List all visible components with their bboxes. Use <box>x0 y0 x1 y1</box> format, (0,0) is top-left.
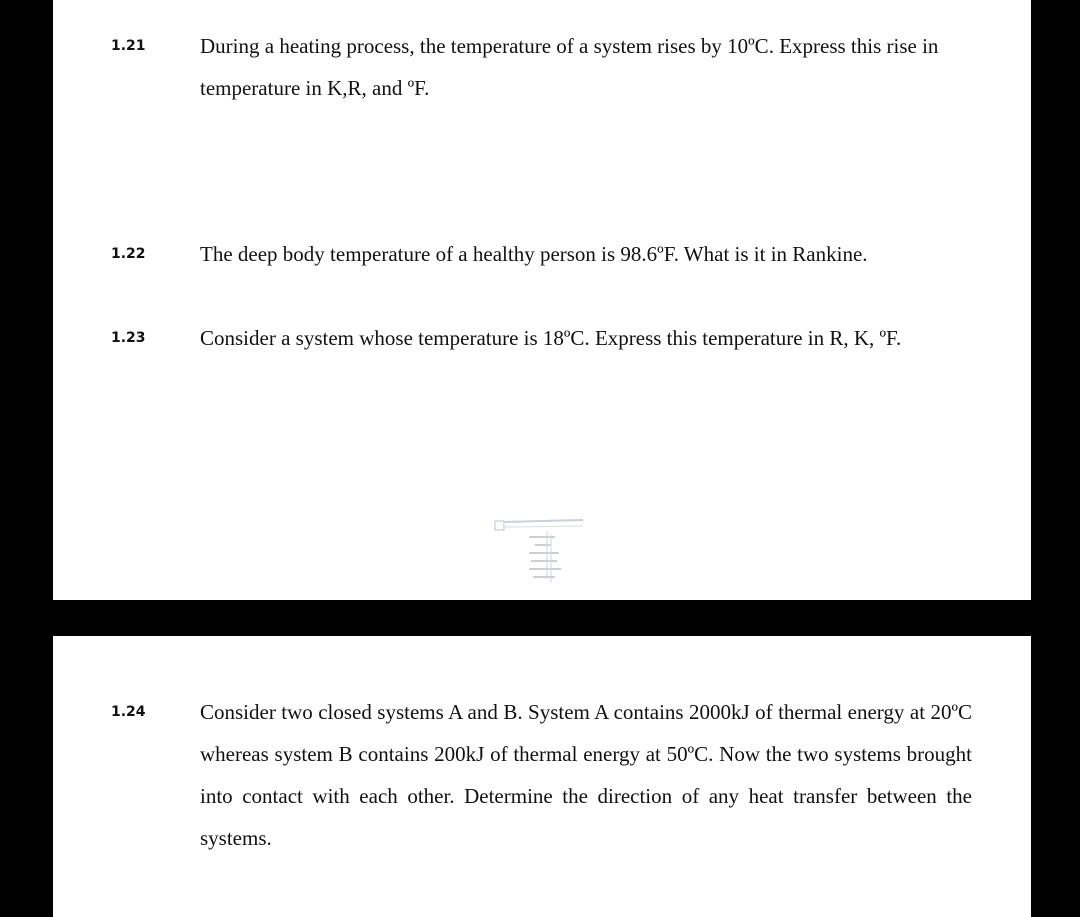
faint-scan-artifact <box>493 517 587 589</box>
problem-number: 1.21 <box>111 38 146 54</box>
problem-number: 1.24 <box>111 704 146 720</box>
problem-text: Consider a system whose temperature is 18ºC. Express this temperature in R, K, ºF. <box>200 326 902 350</box>
problem-text: The deep body temperature of a healthy person is 98.6ºF. What is it in Rankine. <box>200 242 868 266</box>
problem-number: 1.22 <box>111 246 146 262</box>
problem-text: Consider two closed systems A and B. System A contains 2000kJ of thermal energy at 20ºC whereas system B contains 200kJ of thermal energy at 50ºC. Now the two systems brought into contact with each other. Determine the direction of any heat transfer between the systems. <box>200 700 972 850</box>
problem-text: During a heating process, the temperature of a system rises by 10ºC. Express this rise in temperature in K,R, and ºF. <box>200 34 939 100</box>
document-page-top <box>53 0 1031 600</box>
problem-number: 1.23 <box>111 330 146 346</box>
document-page-bottom <box>53 636 1031 917</box>
